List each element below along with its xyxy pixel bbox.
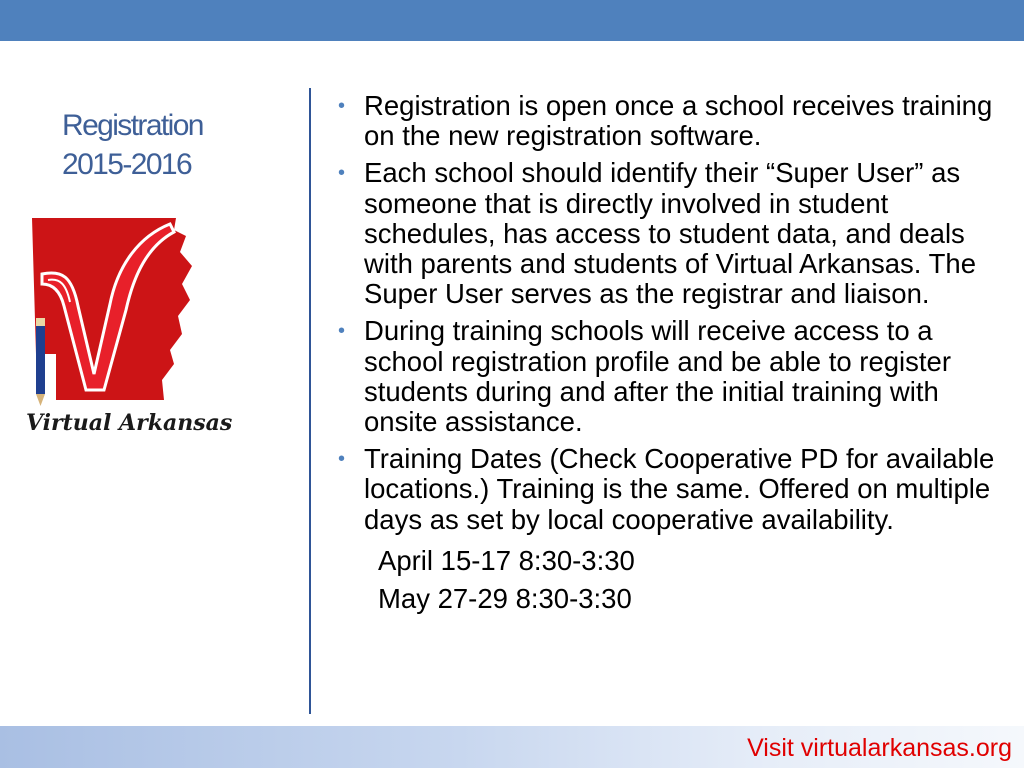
- logo-text: Virtual Arkansas: [26, 410, 233, 436]
- pencil-shape: [36, 324, 45, 394]
- bullet-item: [338, 316, 998, 437]
- bullet-text: During training schools will receive access to a school registration profile and be able to register students during and after the initial training with onsite assistance.: [364, 315, 952, 438]
- bullet-item: [338, 444, 998, 535]
- slide-title: [62, 106, 203, 184]
- virtual-arkansas-logo: [22, 214, 233, 439]
- training-date-2: May 27-29 8:30-3:30: [378, 582, 632, 614]
- vertical-divider: [309, 88, 311, 714]
- bullet-text: Training Dates (Check Cooperative PD for available locations.) Training is the same. Offered on multiple days as set by local cooperative availability.: [364, 443, 995, 535]
- bullet-item: [338, 91, 998, 151]
- training-date-1: April 15-17 8:30-3:30: [378, 544, 635, 576]
- header-bar: [0, 0, 1024, 41]
- bullet-item: [338, 158, 998, 309]
- bullet-dot-icon: •: [338, 95, 346, 117]
- bullet-dot-icon: •: [338, 320, 346, 343]
- bullet-text: Registration is open once a school receives training on the new registration software.: [364, 90, 993, 152]
- bullet-dot-icon: •: [338, 162, 346, 185]
- title-line-2: 2015-2016: [62, 148, 192, 181]
- title-line-1: Registration: [62, 109, 203, 142]
- footer-website-link[interactable]: Visit virtualarkansas.org: [747, 734, 1012, 762]
- bullet-dot-icon: •: [338, 448, 346, 471]
- bullet-text: Each school should identify their “Super User” as someone that is directly involved in student schedules, has access to student data, and deals with parents and students of Virtual Arkansas. The Super User serves as the registrar and liaison.: [364, 157, 976, 310]
- bullet-list: [338, 91, 998, 618]
